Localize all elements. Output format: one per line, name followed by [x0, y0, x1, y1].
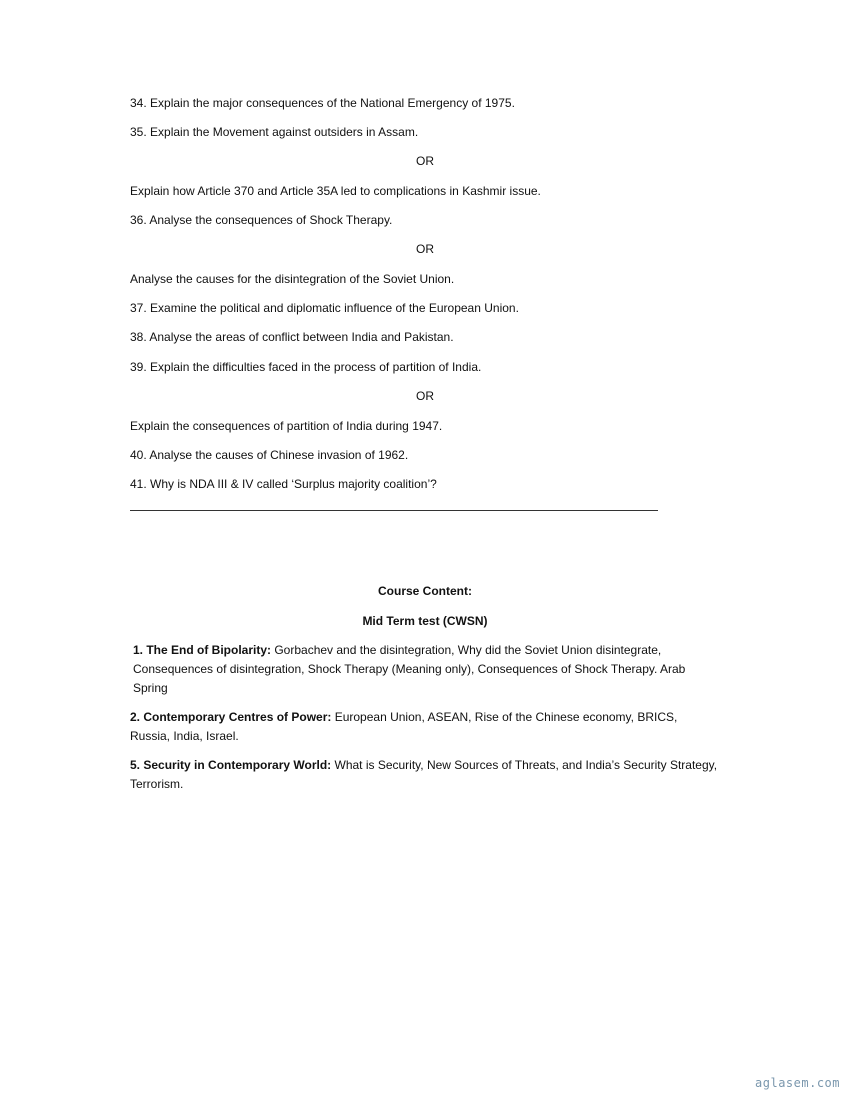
question-37: 37. Examine the political and diplomatic influence of the European Union. [130, 301, 519, 315]
question-39: 39. Explain the difficulties faced in the process of partition of India. [130, 360, 482, 374]
unit-title: 5. Security in Contemporary World: [130, 758, 332, 772]
or-separator: OR [416, 154, 434, 168]
question-39-alternative: Explain the consequences of partition of India during 1947. [130, 419, 443, 433]
question-40: 40. Analyse the causes of Chinese invasion of 1962. [130, 448, 409, 462]
mid-term-heading: Mid Term test (CWSN) [362, 614, 488, 628]
watermark: aglasem.com [755, 1076, 840, 1090]
course-unit-2 [130, 708, 720, 746]
question-35-alternative: Explain how Article 370 and Article 35A led to complications in Kashmir issue. [130, 184, 541, 198]
unit-text: What is Security, New Sources of Threats, and India’s Security Strategy, Terrorism. [130, 758, 718, 791]
question-38: 38. Analyse the areas of conflict between India and Pakistan. [130, 330, 454, 344]
unit-title: 1. The End of Bipolarity: [133, 643, 272, 657]
question-41: 41. Why is NDA III & IV called ‘Surplus majority coalition’? [130, 477, 437, 491]
section-divider [130, 510, 658, 511]
course-unit-5 [130, 756, 720, 794]
question-34: 34. Explain the major consequences of the National Emergency of 1975. [130, 96, 515, 110]
unit-title: 2. Contemporary Centres of Power: [130, 710, 332, 724]
question-36: 36. Analyse the consequences of Shock Therapy. [130, 213, 393, 227]
or-separator: OR [416, 389, 434, 403]
course-content-heading: Course Content: [378, 584, 472, 598]
question-35: 35. Explain the Movement against outsiders in Assam. [130, 125, 419, 139]
question-36-alternative: Analyse the causes for the disintegration of the Soviet Union. [130, 272, 455, 286]
unit-text: European Union, ASEAN, Rise of the Chinese economy, BRICS, Russia, India, Israel. [130, 710, 678, 743]
or-separator: OR [416, 242, 434, 256]
unit-text: Gorbachev and the disintegration, Why did the Soviet Union disintegrate, Consequences of disintegration, Shock Therapy (Meaning only), Consequences of Shock Therapy. Arab Spring [133, 643, 686, 695]
course-unit-1 [133, 641, 723, 698]
